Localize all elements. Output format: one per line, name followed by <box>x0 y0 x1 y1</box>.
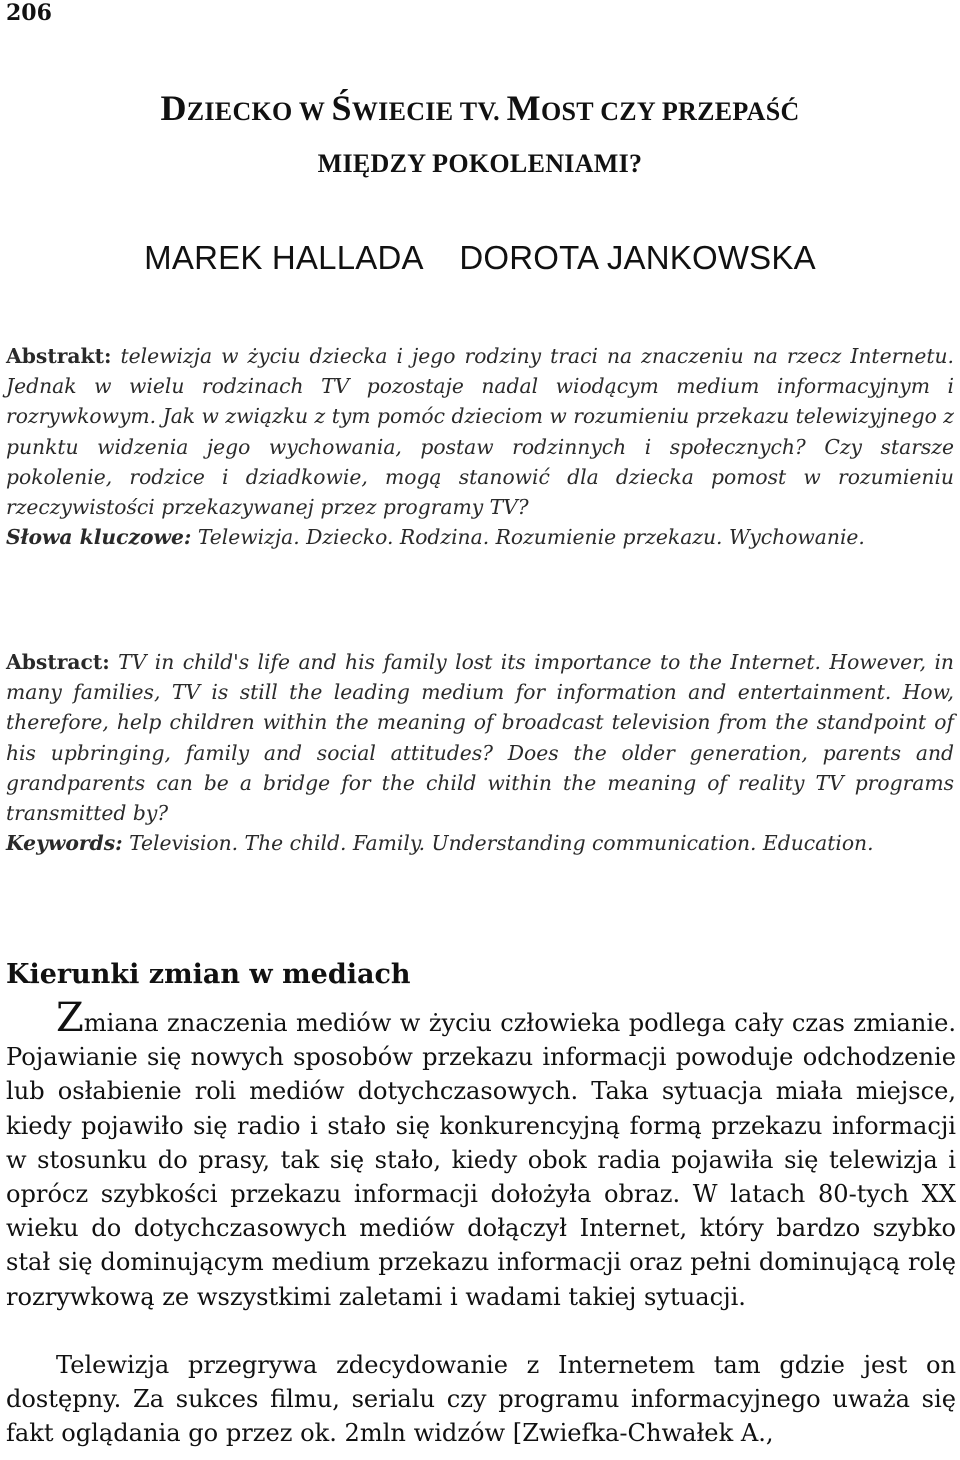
authors-text: MAREK HALLADA DOROTA JANKOWSKA <box>144 239 816 276</box>
drop-cap: Z <box>56 995 84 1041</box>
title-line-1 <box>0 82 960 138</box>
abstract-pl-text: telewizja w życiu dziecka i jego rodziny traci na znaczeniu na rzecz Internetu. Jednak w wielu rodzinach TV pozostaje nadal wiodącym medium informacyjnym i rozrywkowym. Jak w związku z tym pomóc dzieciom w rozumieniu przekazu telewizyjnego z punktu widzenia jego wychowania, postaw rodzinnych i społecznych? Czy starsze pokolenie, rodzice i dziadkowie, mogą stanowić dla dziecka pomost w rozumieniu rzeczywistości przekazywanej przez programy TV? <box>6 344 954 520</box>
body-paragraph-2: Telewizja przegrywa zdecydowanie z Internetem tam gdzie jest on dostępny. Za sukces filmu, serialu czy programu informacyjnego uważa się fakt oglądania go przez ok. 2mln widzów [Zwiefka-Chwałek A., <box>6 1351 956 1448</box>
abstract-en-text: TV in child's life and his family lost its importance to the Internet. However, in many families, TV is still the leading medium for information and entertainment. How, therefore, help children within the meaning of broadcast television from the standpoint of his upbringing, family and social attitudes? Does the older generation, parents and grandparents can be a bridge for the child within the meaning of reality TV programs transmitted by? <box>6 650 954 826</box>
title-cap-1: D <box>160 88 187 128</box>
page-number: 206 <box>6 0 52 26</box>
title-cap-3: M <box>506 88 541 128</box>
abstract-en-label: Abstract: <box>6 650 110 674</box>
abstract-pl <box>6 341 954 552</box>
title-part-1: ZIECKO W <box>186 97 332 126</box>
body-paragraph-1-text: miana znaczenia mediów w życiu człowieka podlega cały czas zmianie. Pojawianie się nowych sposobów przekazu informacji powoduje odchodzenie lub osłabienie roli mediów dotychczasowych. Taka sytuacja miała miejsce, kiedy pojawiło się radio i stało się konkurencyjną formą przekazu informacji w stosunku do prasy, tak się stało, kiedy obok radia pojawiła się telewizja i oprócz szybkości przekazu informacji dołożyła obraz. W latach 80-tych XX wieku do dotychczasowych mediów dołączył Internet, który bardzo szybko stał się dominującym medium przekazu informacji oraz pełni dominującą rolę rozrywkową ze wszystkimi zaletami i wadami takiej sytuacji. <box>6 1009 956 1311</box>
title-part-3: OST CZY PRZEPAŚĆ <box>540 97 800 126</box>
authors <box>0 236 960 280</box>
title-cap-2: Ś <box>331 88 352 128</box>
keywords-pl-label: Słowa kluczowe: <box>6 525 192 550</box>
title-part-2: WIECIE TV. <box>351 97 507 126</box>
abstract-pl-label: Abstrakt: <box>6 344 112 368</box>
title-line-2: MIĘDZY POKOLENIAMI? <box>317 149 643 178</box>
article-title <box>0 82 960 190</box>
keywords-en-text: Television. The child. Family. Understanding communication. Education. <box>129 831 874 856</box>
abstract-en <box>6 647 954 858</box>
keywords-en-label: Keywords: <box>6 831 123 856</box>
keywords-pl-text: Telewizja. Dziecko. Rodzina. Rozumienie przekazu. Wychowanie. <box>197 525 865 550</box>
body-paragraph-1 <box>6 995 956 1314</box>
section-heading: Kierunki zmian w mediach <box>6 959 411 990</box>
